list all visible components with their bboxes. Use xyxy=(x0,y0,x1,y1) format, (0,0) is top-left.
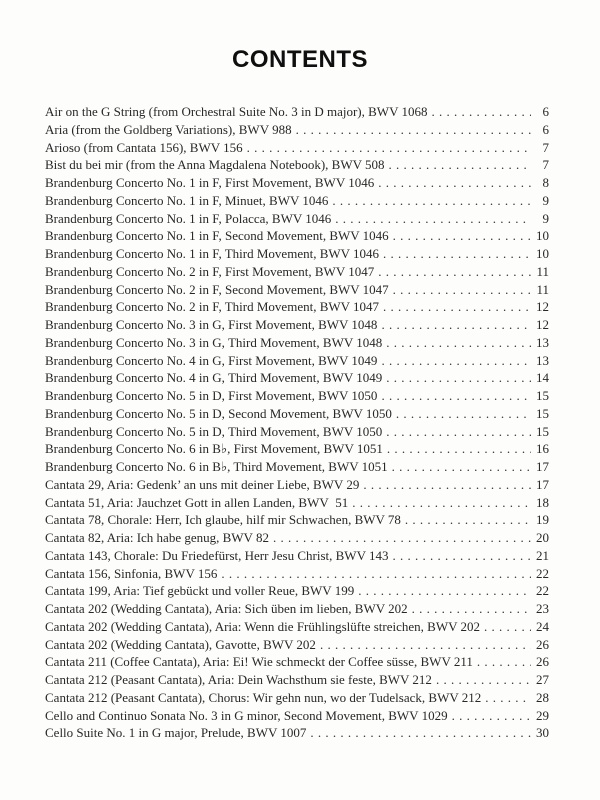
toc-entry xyxy=(45,174,549,192)
toc-entry xyxy=(45,263,549,281)
toc-entry-title: Brandenburg Concerto No. 4 in G, First Movement, BWV 1049 xyxy=(45,352,378,368)
dot-leader xyxy=(383,298,531,316)
dot-leader xyxy=(405,511,531,529)
toc-entry-page: 7 xyxy=(542,139,549,155)
toc-entry-title: Brandenburg Concerto No. 3 in G, First Movement, BWV 1048 xyxy=(45,317,378,332)
toc-entry-title: Arioso (from Cantata 156), BWV 156 xyxy=(45,139,243,155)
toc-entry xyxy=(45,121,549,139)
toc-entry xyxy=(45,210,549,228)
page-title: CONTENTS xyxy=(232,46,368,73)
toc-entry-title: Brandenburg Concerto No. 2 in F, Third Movement, BWV 1047 xyxy=(45,299,380,315)
toc-entry-page: 15 xyxy=(536,423,549,439)
dot-leader xyxy=(436,671,531,689)
dot-leader xyxy=(387,440,531,458)
toc-entry-title: Cantata 51, Aria: Jauchzet Gott in allen Landen, BWV 51 xyxy=(45,494,349,510)
toc-entry xyxy=(45,494,549,512)
dot-leader xyxy=(381,316,531,334)
toc-entry-title: Cantata 199, Aria: Tief gebückt und voller Reue, BWV 199 xyxy=(45,583,355,599)
toc-entry-page: 11 xyxy=(536,263,549,279)
dot-leader xyxy=(352,494,531,512)
toc-entry-title: Brandenburg Concerto No. 1 in F, Minuet, BWV 1046 xyxy=(45,192,329,208)
dot-leader xyxy=(392,458,531,476)
toc-entry xyxy=(45,405,549,423)
dot-leader xyxy=(386,423,531,441)
toc-entry xyxy=(45,458,549,476)
toc-entry-title: Brandenburg Concerto No. 1 in F, Third Movement, BWV 1046 xyxy=(45,246,380,261)
toc-entry-page: 28 xyxy=(536,689,549,705)
toc-entry xyxy=(45,103,549,121)
toc-entry-title: Cello Suite No. 1 in G major, Prelude, BWV 1007 xyxy=(45,725,307,741)
dot-leader xyxy=(386,334,531,352)
toc-entry-page: 12 xyxy=(536,317,549,332)
toc-entry-page: 15 xyxy=(536,405,549,421)
dot-leader xyxy=(335,210,531,228)
toc-entry xyxy=(45,227,549,245)
toc-entry xyxy=(45,476,549,494)
toc-entry-page: 13 xyxy=(536,352,549,368)
toc-entry-title: Bist du bei mir (from the Anna Magdalena Notebook), BWV 508 xyxy=(45,157,385,173)
dot-leader xyxy=(484,618,531,636)
toc-entry-title: Brandenburg Concerto No. 5 in D, Second Movement, BWV 1050 xyxy=(45,405,392,421)
toc-entry xyxy=(45,423,549,441)
toc-entry xyxy=(45,707,549,725)
toc-entry xyxy=(45,156,549,174)
toc-entry-page: 17 xyxy=(536,459,549,474)
toc-entry-title: Brandenburg Concerto No. 1 in F, Polacca, BWV 1046 xyxy=(45,210,332,226)
toc-entry xyxy=(45,334,549,352)
dot-leader xyxy=(358,582,531,600)
toc-entry xyxy=(45,653,549,671)
dot-leader xyxy=(247,139,531,157)
toc-entry-title: Cantata 82, Aria: Ich habe genug, BWV 82 xyxy=(45,530,269,545)
dot-leader xyxy=(412,600,531,618)
toc-entry-title: Cantata 211 (Coffee Cantata), Aria: Ei! Wie schmeckt der Coffee süsse, BWV 211 xyxy=(45,654,473,670)
toc-entry xyxy=(45,529,549,547)
toc-entry xyxy=(45,724,549,742)
toc-entry xyxy=(45,316,549,334)
dot-leader xyxy=(378,263,531,281)
toc-entry xyxy=(45,671,549,689)
toc-entry xyxy=(45,245,549,263)
dot-leader xyxy=(363,476,531,494)
toc-list xyxy=(0,103,600,742)
toc-entry xyxy=(45,352,549,370)
dot-leader xyxy=(296,121,531,139)
toc-entry-title: Brandenburg Concerto No. 2 in F, Second Movement, BWV 1047 xyxy=(45,281,389,297)
dot-leader xyxy=(485,689,531,707)
toc-entry-title: Cantata 78, Chorale: Herr, Ich glaube, hilf mir Schwachen, BWV 78 xyxy=(45,512,401,528)
toc-entry-page: 20 xyxy=(536,530,549,545)
toc-entry-title: Brandenburg Concerto No. 5 in D, First Movement, BWV 1050 xyxy=(45,388,378,403)
toc-entry xyxy=(45,192,549,210)
dot-leader xyxy=(393,227,531,245)
toc-entry-title: Brandenburg Concerto No. 6 in B♭, Third Movement, BWV 1051 xyxy=(45,459,388,474)
toc-entry xyxy=(45,511,549,529)
toc-entry-page: 6 xyxy=(542,121,549,137)
toc-entry-page: 8 xyxy=(542,175,549,190)
dot-leader xyxy=(431,103,531,121)
toc-entry-title: Cantata 212 (Peasant Cantata), Chorus: Wir gehn nun, wo der Tudelsack, BWV 212 xyxy=(45,689,482,705)
toc-entry-title: Brandenburg Concerto No. 4 in G, Third Movement, BWV 1049 xyxy=(45,370,383,386)
toc-entry-page: 10 xyxy=(536,228,549,244)
toc-entry-title: Brandenburg Concerto No. 3 in G, Third Movement, BWV 1048 xyxy=(45,334,383,350)
dot-leader xyxy=(381,352,531,370)
toc-entry-page: 6 xyxy=(542,104,549,119)
toc-entry xyxy=(45,281,549,299)
toc-entry xyxy=(45,565,549,583)
toc-entry-page: 12 xyxy=(536,299,549,315)
dot-leader xyxy=(477,653,531,671)
toc-entry-page: 16 xyxy=(536,441,549,457)
toc-entry-page: 10 xyxy=(536,246,549,261)
dot-leader xyxy=(452,707,531,725)
toc-entry xyxy=(45,636,549,654)
toc-entry-page: 11 xyxy=(536,281,549,297)
toc-entry-page: 14 xyxy=(536,370,549,386)
toc-entry xyxy=(45,139,549,157)
dot-leader xyxy=(332,192,531,210)
toc-entry-title: Cantata 202 (Wedding Cantata), Gavotte, BWV 202 xyxy=(45,636,316,652)
toc-entry-page: 21 xyxy=(536,547,549,563)
toc-entry-title: Cantata 212 (Peasant Cantata), Aria: Dein Wachsthum sie feste, BWV 212 xyxy=(45,672,432,687)
toc-entry-page: 15 xyxy=(536,388,549,403)
toc-entry-page: 30 xyxy=(536,725,549,741)
toc-entry-page: 22 xyxy=(536,565,549,581)
toc-entry-page: 27 xyxy=(536,672,549,687)
toc-entry-title: Brandenburg Concerto No. 1 in F, Second Movement, BWV 1046 xyxy=(45,228,389,244)
dot-leader xyxy=(393,281,531,299)
toc-entry-page: 26 xyxy=(536,636,549,652)
dot-leader xyxy=(221,565,531,583)
toc-entry-title: Aria (from the Goldberg Variations), BWV 988 xyxy=(45,121,292,137)
toc-entry xyxy=(45,582,549,600)
toc-entry-title: Cantata 143, Chorale: Du Friedefürst, Herr Jesu Christ, BWV 143 xyxy=(45,547,389,563)
toc-entry-title: Brandenburg Concerto No. 6 in B♭, First Movement, BWV 1051 xyxy=(45,441,383,457)
toc-entry-page: 23 xyxy=(536,601,549,616)
dot-leader xyxy=(389,156,531,174)
toc-entry xyxy=(45,387,549,405)
dot-leader xyxy=(383,245,531,263)
toc-entry-title: Cantata 202 (Wedding Cantata), Aria: Wenn die Frühlingslüfte streichen, BWV 202 xyxy=(45,618,480,634)
toc-entry xyxy=(45,298,549,316)
toc-entry xyxy=(45,689,549,707)
toc-entry xyxy=(45,618,549,636)
toc-entry-title: Brandenburg Concerto No. 1 in F, First Movement, BWV 1046 xyxy=(45,175,375,190)
toc-entry-title: Cantata 202 (Wedding Cantata), Aria: Sich üben im lieben, BWV 202 xyxy=(45,601,408,616)
toc-entry xyxy=(45,369,549,387)
toc-entry-page: 24 xyxy=(536,618,549,634)
toc-entry-page: 9 xyxy=(542,192,549,208)
dot-leader xyxy=(378,174,531,192)
dot-leader xyxy=(386,369,531,387)
toc-entry-page: 9 xyxy=(542,210,549,226)
toc-entry-title: Brandenburg Concerto No. 5 in D, Third Movement, BWV 1050 xyxy=(45,423,383,439)
toc-entry-page: 18 xyxy=(536,494,549,510)
toc-entry-page: 17 xyxy=(536,476,549,492)
toc-entry-page: 22 xyxy=(536,583,549,599)
toc-entry xyxy=(45,440,549,458)
toc-entry-title: Brandenburg Concerto No. 2 in F, First Movement, BWV 1047 xyxy=(45,263,375,279)
toc-entry-title: Air on the G String (from Orchestral Suite No. 3 in D major), BWV 1068 xyxy=(45,104,428,119)
toc-entry-title: Cantata 29, Aria: Gedenk’ an uns mit deiner Liebe, BWV 29 xyxy=(45,476,360,492)
dot-leader xyxy=(381,387,531,405)
dot-leader xyxy=(320,636,531,654)
dot-leader xyxy=(273,529,531,547)
toc-entry xyxy=(45,600,549,618)
toc-entry-page: 13 xyxy=(536,334,549,350)
toc-entry-page: 26 xyxy=(536,654,549,670)
dot-leader xyxy=(392,547,531,565)
toc-entry-title: Cello and Continuo Sonata No. 3 in G minor, Second Movement, BWV 1029 xyxy=(45,707,448,723)
toc-entry-title: Cantata 156, Sinfonia, BWV 156 xyxy=(45,565,218,581)
dot-leader xyxy=(310,724,531,742)
toc-entry-page: 7 xyxy=(542,157,549,173)
dot-leader xyxy=(396,405,531,423)
toc-entry xyxy=(45,547,549,565)
toc-entry-page: 29 xyxy=(536,707,549,723)
toc-entry-page: 19 xyxy=(536,512,549,528)
